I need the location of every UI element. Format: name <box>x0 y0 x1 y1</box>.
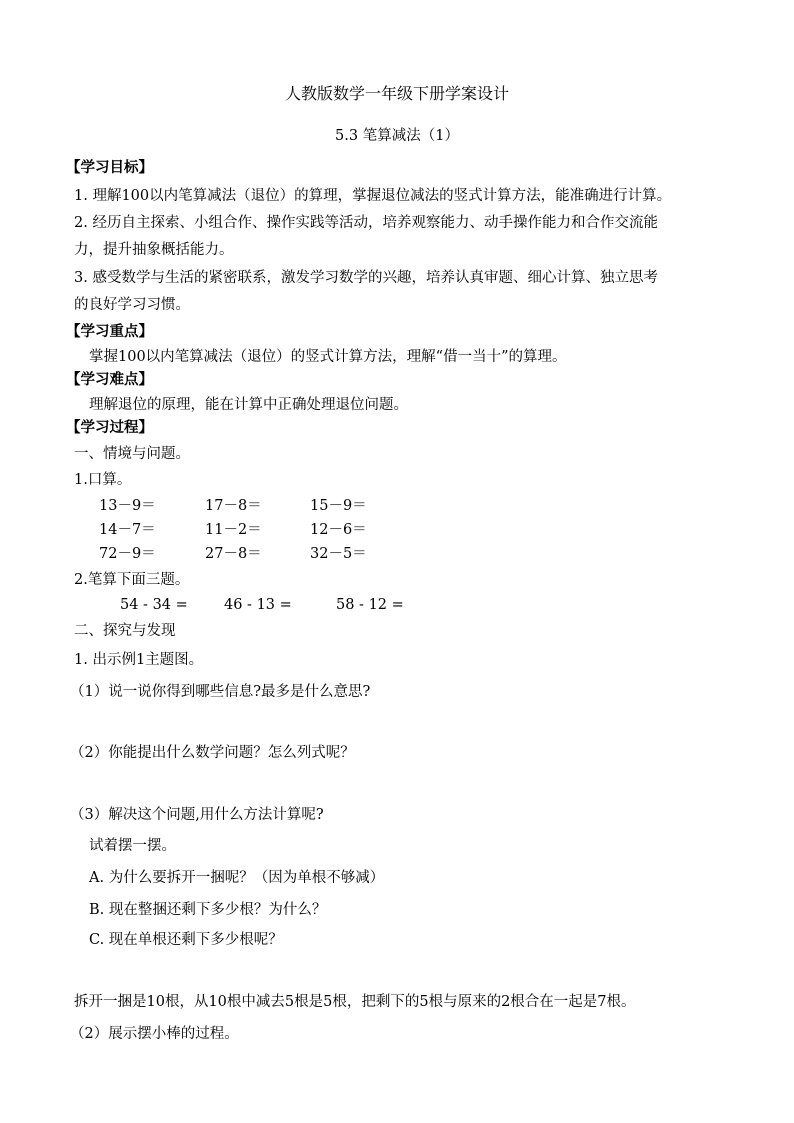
process-heading: 【学习过程】 <box>66 419 153 436</box>
goals-heading: 【学习目标】 <box>66 159 153 176</box>
written-item: 58 - 12 = <box>336 597 404 613</box>
goal-2-line2: 力，提升抽象概括能力。 <box>74 242 234 258</box>
key-heading: 【学习重点】 <box>66 323 153 340</box>
sub-question-b: B. 现在整捆还剩下多少根？为什么？ <box>89 902 327 918</box>
key-text: 掌握100以内笔算减法（退位）的竖式计算方法，理解“借一当十”的算理。 <box>89 349 567 365</box>
difficulty-heading: 【学习难点】 <box>66 371 153 388</box>
oral-item: 17－8＝ <box>205 498 262 514</box>
written-item: 54 - 34 = <box>120 597 188 613</box>
question-1: （1）说一说你得到哪些信息?最多是什么意思? <box>70 684 371 700</box>
example-1-heading: 1. 出示例1主题图。 <box>74 652 204 668</box>
oral-item: 15－9＝ <box>310 498 367 514</box>
document-title: 人教版数学一年级下册学案设计 <box>284 84 509 103</box>
difficulty-text: 理解退位的原理，能在计算中正确处理退位问题。 <box>89 397 408 413</box>
question-3: （3）解决这个问题,用什么方法计算呢? <box>70 807 324 823</box>
try-it-text: 试着摆一摆。 <box>89 838 176 854</box>
oral-item: 32－5＝ <box>310 546 367 562</box>
oral-item: 12－6＝ <box>310 522 367 538</box>
part-2-heading: 二、探究与发现 <box>74 623 176 639</box>
oral-item: 13－9＝ <box>99 498 156 514</box>
oral-item: 72－9＝ <box>99 546 156 562</box>
part-1-heading: 一、情境与问题。 <box>74 446 190 462</box>
oral-item: 14－7＝ <box>99 522 156 538</box>
sub-question-a: A. 为什么要拆开一捆呢？（因为单根不够减） <box>89 870 385 886</box>
oral-item: 27－8＝ <box>205 546 262 562</box>
written-calc-heading: 2.笔算下面三题。 <box>74 572 190 588</box>
show-process-text: （2）展示摆小棒的过程。 <box>70 1026 239 1042</box>
written-item: 46 - 13 = <box>224 597 292 613</box>
question-2: （2）你能提出什么数学问题？怎么列式呢？ <box>70 745 355 761</box>
oral-item: 11－2＝ <box>205 522 262 538</box>
oral-calc-heading: 1.口算。 <box>74 472 132 488</box>
lesson-subtitle: 5.3 笔算减法（1） <box>335 128 459 144</box>
sub-question-c: C. 现在单根还剩下多少根呢？ <box>89 932 283 948</box>
goal-3-line2: 的良好学习习惯。 <box>74 297 190 313</box>
goal-2-line1: 2. 经历自主探索、小组合作、操作实践等活动，培养观察能力、动手操作能力和合作交流能 <box>74 215 658 231</box>
goal-1: 1. 理解100以内笔算减法（退位）的算理，掌握退位减法的竖式计算方法，能准确进行计算。 <box>74 188 672 204</box>
explanation-text: 拆开一捆是10根，从10根中减去5根是5根，把剩下的5根与原来的2根合在一起是7根。 <box>74 994 636 1010</box>
goal-3-line1: 3. 感受数学与生活的紧密联系，激发学习数学的兴趣，培养认真审题、细心计算、独立思考 <box>74 270 658 286</box>
